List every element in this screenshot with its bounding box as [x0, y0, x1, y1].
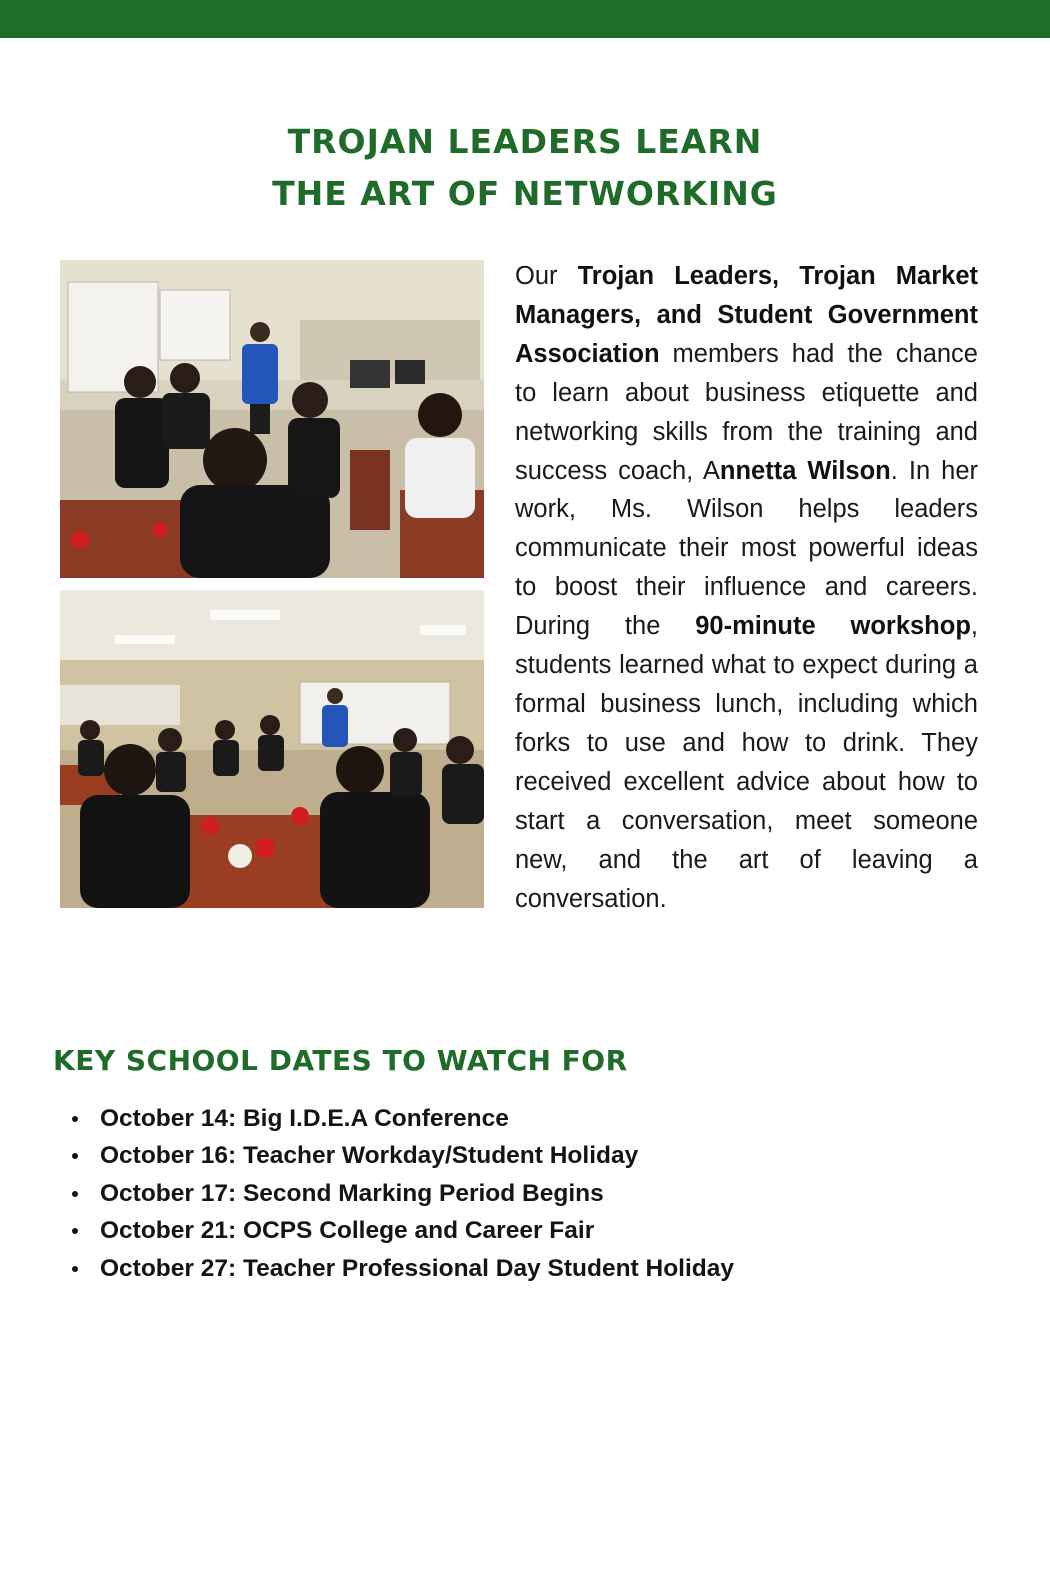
key-dates-list	[70, 1100, 734, 1287]
headline-line-2: THE ART OF NETWORKING	[272, 174, 778, 213]
article-bold-groups: Trojan Leaders, Trojan Market Managers, and Student Government Association	[515, 262, 979, 368]
key-dates-heading: KEY SCHOOL DATES TO WATCH FOR	[53, 1044, 628, 1077]
article-bold-workshop: 90-minute workshop	[695, 612, 971, 641]
date-item: October 17: Second Marking Period Begins	[70, 1175, 734, 1212]
article-text: Our	[515, 262, 578, 290]
workshop-photo-top	[60, 260, 484, 578]
date-item: October 14: Big I.D.E.A Conference	[70, 1100, 734, 1137]
date-item: October 16: Teacher Workday/Student Holiday	[70, 1137, 734, 1174]
workshop-photo-bottom	[60, 590, 484, 908]
article-headline	[0, 116, 1050, 220]
date-item: October 27: Teacher Professional Day Student Holiday	[70, 1250, 734, 1287]
article-bold-name: nnetta Wilson	[719, 456, 891, 485]
article-text: members had the chance to learn about business etiquette and networking skills from the training and success coach, A	[515, 339, 978, 485]
article-text: . In her work, Ms. Wilson helps leaders communicate their most powerful ideas to boost their influence and careers. During the	[515, 456, 979, 641]
headline-line-1: TROJAN LEADERS LEARN	[287, 122, 763, 161]
top-green-bar	[0, 0, 1050, 38]
article-text: , students learned what to expect during a formal business lunch, including which forks to use and how to drink. They received excellent advice about how to start a conversation, meet someone new, and the art of leaving a conversation.	[515, 612, 978, 913]
date-item: October 21: OCPS College and Career Fair	[70, 1212, 734, 1249]
article-body	[515, 257, 978, 918]
